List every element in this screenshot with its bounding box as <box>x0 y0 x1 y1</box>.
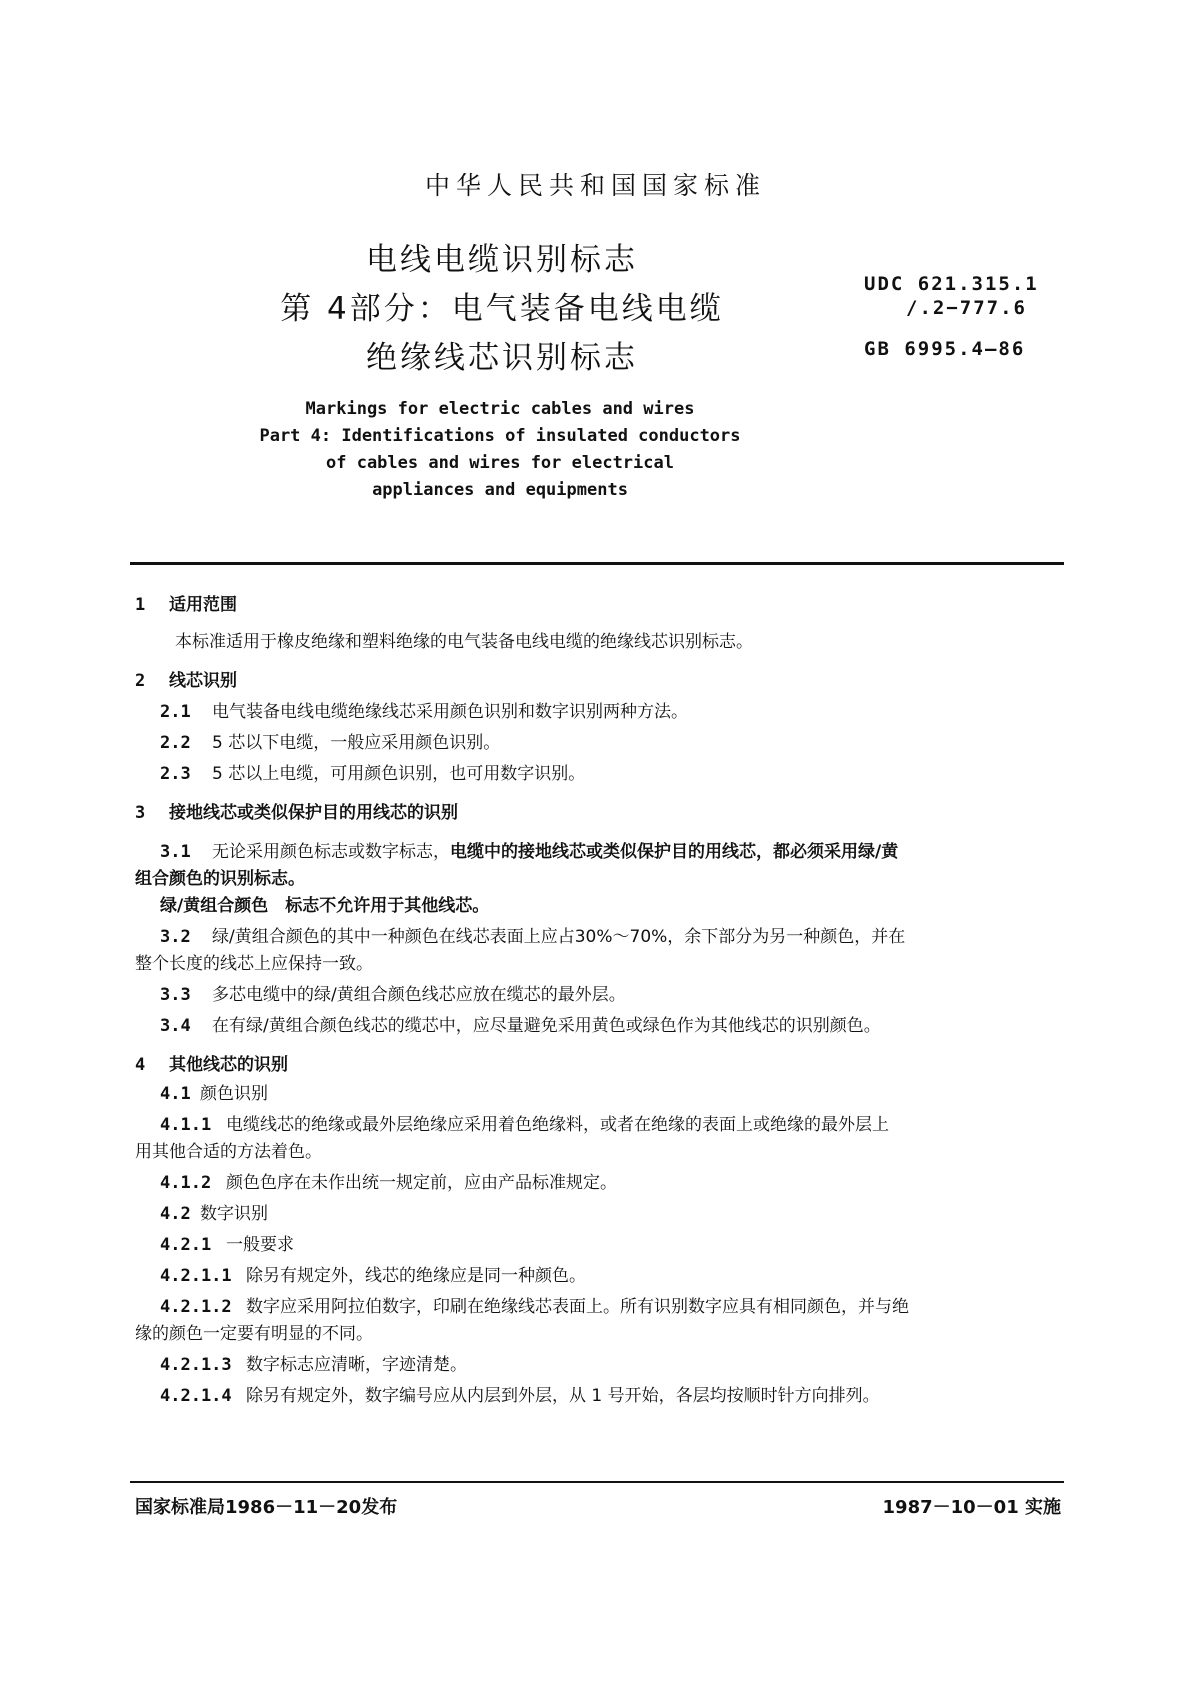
clause-text: 除另有规定外，数字编号应从内层到外层，从 1 号开始，各层均按顺时针方向排列。 <box>246 1386 880 1406</box>
clause-4-2-1-2-continuation: 缘的颜色一定要有明显的不同。 <box>135 1324 373 1344</box>
english-title <box>200 396 800 504</box>
clause-number: 4.2.1.3 <box>160 1355 232 1375</box>
udc-line-1: UDC 621.315.1 <box>864 273 1039 295</box>
title-line-2: 第 4部分：电气装备电线电缆 <box>280 291 724 327</box>
clause-text: 数字应采用阿拉伯数字，印刷在绝缘线芯表面上。所有识别数字应具有相同颜色，并与绝 <box>246 1297 909 1317</box>
title-line-3: 绝缘线芯识别标志 <box>366 340 638 376</box>
header-divider <box>130 562 1064 565</box>
implementation-date: 1987－10－01 实施 <box>882 1497 1061 1518</box>
clause-number: 4.1 <box>160 1084 191 1104</box>
document-body <box>135 592 1063 1410</box>
clause-text: 在有绿/黄组合颜色线芯的缆芯中，应尽量避免采用黄色或绿色作为其他线芯的识别颜色。 <box>212 1016 881 1036</box>
section-1-heading <box>135 592 1063 619</box>
clause-3-1-continuation: 组合颜色的识别标志。 <box>135 869 305 889</box>
clause-number: 4.2.1.2 <box>160 1297 232 1317</box>
clause-text: 无论采用颜色标志或数字标志， <box>212 842 450 862</box>
clause-4-2-1-3 <box>135 1352 1063 1379</box>
clause-2-2 <box>135 730 1063 757</box>
section-title: 其他线芯的识别 <box>169 1055 288 1075</box>
section-4-heading <box>135 1052 1063 1079</box>
clause-text: 5 芯以上电缆，可用颜色识别，也可用数字识别。 <box>212 764 586 784</box>
section-1-text: 本标准适用于橡皮绝缘和塑料绝缘的电气装备电线电缆的绝缘线芯识别标志。 <box>175 632 753 652</box>
section-number: 3 <box>135 803 146 823</box>
clause-4-2-1 <box>135 1232 1063 1259</box>
clause-3-1-note: 绿/黄组合颜色 标志不允许用于其他线芯。 <box>160 896 490 916</box>
clause-4-2-1-1 <box>135 1263 1063 1290</box>
clause-3-4 <box>135 1013 1063 1040</box>
clause-text-emphasis: 电缆中的接地线芯或类似保护目的用线芯，都必须采用绿/黄 <box>450 842 899 862</box>
clause-4-1-1-continuation: 用其他合适的方法着色。 <box>135 1142 322 1162</box>
issue-date: 国家标准局1986－11－20发布 <box>135 1497 398 1518</box>
section-number: 4 <box>135 1055 146 1075</box>
english-title-line-4: appliances and equipments <box>372 480 628 500</box>
clause-text: 一般要求 <box>226 1235 294 1255</box>
clause-4-2-1-4 <box>135 1383 1063 1410</box>
gb-number: GB 6995.4—86 <box>864 338 1026 360</box>
section-title: 线芯识别 <box>169 671 237 691</box>
national-standard-heading: 中华人民共和国国家标准 <box>424 171 766 200</box>
clause-4-2 <box>135 1201 1063 1228</box>
udc-line-2: /.2−777.6 <box>906 297 1027 319</box>
clause-2-3 <box>135 761 1063 788</box>
title-line-1: 电线电缆识别标志 <box>366 242 638 278</box>
section-title: 接地线芯或类似保护目的用线芯的识别 <box>169 803 458 823</box>
section-3-heading <box>135 800 1063 827</box>
clause-text: 5 芯以下电缆，一般应采用颜色识别。 <box>212 733 501 753</box>
clause-number: 4.2.1 <box>160 1235 212 1255</box>
clause-number: 3.2 <box>160 927 191 947</box>
clause-3-2 <box>135 924 1063 951</box>
english-title-line-3: of cables and wires for electrical <box>326 453 674 473</box>
clause-text: 数字识别 <box>200 1204 268 1224</box>
clause-number: 4.2.1.1 <box>160 1266 232 1286</box>
clause-4-1-1 <box>135 1112 1063 1139</box>
section-2-heading <box>135 668 1063 695</box>
section-title: 适用范围 <box>169 595 237 615</box>
clause-3-2-continuation: 整个长度的线芯上应保持一致。 <box>135 954 373 974</box>
clause-number: 4.1.2 <box>160 1173 212 1193</box>
clause-text: 多芯电缆中的绿/黄组合颜色线芯应放在缆芯的最外层。 <box>212 985 626 1005</box>
clause-number: 4.2.1.4 <box>160 1386 232 1406</box>
clause-number: 3.4 <box>160 1016 191 1036</box>
clause-text: 颜色色序在未作出统一规定前，应由产品标准规定。 <box>226 1173 617 1193</box>
section-number: 2 <box>135 671 146 691</box>
clause-4-1-2 <box>135 1170 1063 1197</box>
english-title-line-2: Part 4: Identifications of insulated conductors <box>259 426 741 446</box>
chinese-title <box>262 236 742 383</box>
english-title-line-1: Markings for electric cables and wires <box>305 399 695 419</box>
udc-code <box>864 272 1039 320</box>
clause-text: 电气装备电线电缆绝缘线芯采用颜色识别和数字识别两种方法。 <box>212 702 688 722</box>
clause-text: 绿/黄组合颜色的其中一种颜色在线芯表面上应占30%～70%，余下部分为另一种颜色，并在 <box>212 927 906 947</box>
clause-number: 3.1 <box>160 842 191 862</box>
clause-number: 3.3 <box>160 985 191 1005</box>
footer-divider <box>130 1481 1064 1483</box>
clause-4-2-1-2 <box>135 1294 1063 1321</box>
clause-number: 4.1.1 <box>160 1115 212 1135</box>
clause-text: 除另有规定外，线芯的绝缘应是同一种颜色。 <box>246 1266 586 1286</box>
clause-3-1 <box>135 839 1063 866</box>
clause-3-3 <box>135 982 1063 1009</box>
clause-number: 2.2 <box>160 733 191 753</box>
clause-2-1 <box>135 699 1063 726</box>
clause-number: 4.2 <box>160 1204 191 1224</box>
clause-number: 2.3 <box>160 764 191 784</box>
clause-text: 电缆线芯的绝缘或最外层绝缘应采用着色绝缘料，或者在绝缘的表面上或绝缘的最外层上 <box>226 1115 889 1135</box>
clause-text: 数字标志应清晰，字迹清楚。 <box>246 1355 467 1375</box>
clause-text: 颜色识别 <box>200 1084 268 1104</box>
clause-number: 2.1 <box>160 702 191 722</box>
section-number: 1 <box>135 595 146 615</box>
clause-4-1 <box>135 1081 1063 1108</box>
